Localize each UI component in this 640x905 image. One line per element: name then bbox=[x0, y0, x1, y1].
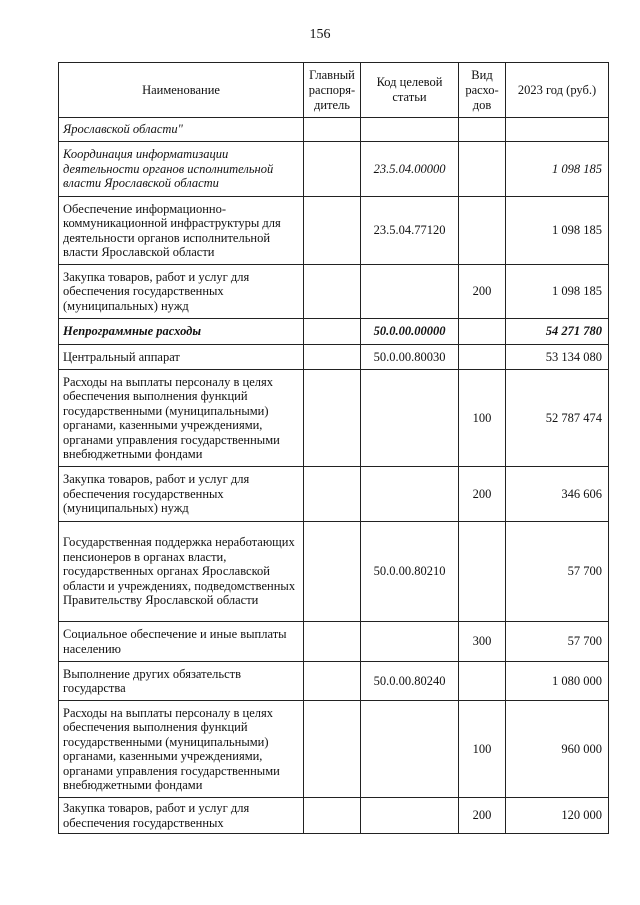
cell-amount: 57 700 bbox=[506, 522, 609, 622]
cell-amount: 1 098 185 bbox=[506, 142, 609, 197]
cell-amount: 54 271 780 bbox=[506, 319, 609, 345]
cell-amount: 57 700 bbox=[506, 622, 609, 662]
header-admin: Главный распоря-дитель bbox=[304, 63, 361, 118]
cell-name: Закупка товаров, работ и услуг для обеспечения государственных bbox=[59, 798, 304, 834]
cell-kind bbox=[459, 522, 506, 622]
cell-amount: 1 080 000 bbox=[506, 662, 609, 701]
cell-code: 50.0.00.80240 bbox=[361, 662, 459, 701]
cell-kind bbox=[459, 118, 506, 142]
cell-name: Ярославской области" bbox=[59, 118, 304, 142]
header-name: Наименование bbox=[59, 63, 304, 118]
header-amount: 2023 год (руб.) bbox=[506, 63, 609, 118]
cell-amount: 346 606 bbox=[506, 467, 609, 522]
cell-admin bbox=[304, 622, 361, 662]
cell-name: Центральный аппарат bbox=[59, 345, 304, 370]
cell-admin bbox=[304, 118, 361, 142]
table-row bbox=[59, 467, 609, 522]
table-row bbox=[59, 118, 609, 142]
cell-code bbox=[361, 265, 459, 319]
cell-name: Непрограммные расходы bbox=[59, 319, 304, 345]
cell-code: 50.0.00.00000 bbox=[361, 319, 459, 345]
table-row bbox=[59, 701, 609, 798]
cell-admin bbox=[304, 142, 361, 197]
cell-code bbox=[361, 118, 459, 142]
cell-name: Социальное обеспечение и иные выплаты населению bbox=[59, 622, 304, 662]
cell-admin bbox=[304, 265, 361, 319]
cell-code bbox=[361, 701, 459, 798]
cell-code: 50.0.00.80210 bbox=[361, 522, 459, 622]
cell-admin bbox=[304, 345, 361, 370]
table-row bbox=[59, 345, 609, 370]
table-row bbox=[59, 265, 609, 319]
table-row bbox=[59, 319, 609, 345]
cell-kind: 300 bbox=[459, 622, 506, 662]
cell-name: Координация информатизации деятельности органов исполнительной власти Ярославской области bbox=[59, 142, 304, 197]
cell-code bbox=[361, 798, 459, 834]
cell-kind: 100 bbox=[459, 701, 506, 798]
table-row bbox=[59, 142, 609, 197]
cell-admin bbox=[304, 798, 361, 834]
table-header-row bbox=[59, 63, 609, 118]
cell-amount: 1 098 185 bbox=[506, 197, 609, 265]
page-number: 156 bbox=[309, 27, 331, 42]
table-row bbox=[59, 798, 609, 834]
cell-name: Обеспечение информационно-коммуникационной инфраструктуры для деятельности органов исполнительной власти Ярославской области bbox=[59, 197, 304, 265]
cell-code bbox=[361, 622, 459, 662]
cell-amount: 960 000 bbox=[506, 701, 609, 798]
cell-kind: 200 bbox=[459, 798, 506, 834]
cell-admin bbox=[304, 701, 361, 798]
cell-admin bbox=[304, 467, 361, 522]
cell-kind: 100 bbox=[459, 370, 506, 467]
cell-admin bbox=[304, 522, 361, 622]
header-code: Код целевой статьи bbox=[361, 63, 459, 118]
cell-code: 50.0.00.80030 bbox=[361, 345, 459, 370]
cell-kind bbox=[459, 319, 506, 345]
cell-amount: 1 098 185 bbox=[506, 265, 609, 319]
cell-amount: 52 787 474 bbox=[506, 370, 609, 467]
cell-amount: 53 134 080 bbox=[506, 345, 609, 370]
cell-kind: 200 bbox=[459, 265, 506, 319]
cell-kind bbox=[459, 662, 506, 701]
cell-amount bbox=[506, 118, 609, 142]
cell-code bbox=[361, 467, 459, 522]
cell-code bbox=[361, 370, 459, 467]
budget-table bbox=[58, 62, 609, 834]
cell-name: Закупка товаров, работ и услуг для обеспечения государственных (муниципальных) нужд bbox=[59, 265, 304, 319]
cell-kind bbox=[459, 345, 506, 370]
cell-admin bbox=[304, 319, 361, 345]
cell-name: Закупка товаров, работ и услуг для обеспечения государственных (муниципальных) нужд bbox=[59, 467, 304, 522]
cell-kind bbox=[459, 197, 506, 265]
header-kind: Вид расхо-дов bbox=[459, 63, 506, 118]
table-row bbox=[59, 197, 609, 265]
cell-name: Расходы на выплаты персоналу в целях обеспечения выполнения функций государственными (муниципальными) органами, казенными учреждениями, органами управления государственными внебюджетными фондами bbox=[59, 701, 304, 798]
cell-kind: 200 bbox=[459, 467, 506, 522]
cell-kind bbox=[459, 142, 506, 197]
table-row bbox=[59, 522, 609, 622]
table-row bbox=[59, 370, 609, 467]
cell-code: 23.5.04.00000 bbox=[361, 142, 459, 197]
cell-name: Расходы на выплаты персоналу в целях обеспечения выполнения функций государственными (муниципальными) органами, казенными учреждениями, органами управления государственными внебюджетными фондами bbox=[59, 370, 304, 467]
table-body bbox=[59, 118, 609, 834]
cell-admin bbox=[304, 197, 361, 265]
table-row bbox=[59, 662, 609, 701]
cell-amount: 120 000 bbox=[506, 798, 609, 834]
table-row bbox=[59, 622, 609, 662]
cell-name: Государственная поддержка неработающих пенсионеров в органах власти, государственных органах Ярославской области и учреждениях, подведомственных Правительству Ярославской области bbox=[59, 522, 304, 622]
cell-admin bbox=[304, 662, 361, 701]
cell-code: 23.5.04.77120 bbox=[361, 197, 459, 265]
cell-admin bbox=[304, 370, 361, 467]
cell-name: Выполнение других обязательств государства bbox=[59, 662, 304, 701]
